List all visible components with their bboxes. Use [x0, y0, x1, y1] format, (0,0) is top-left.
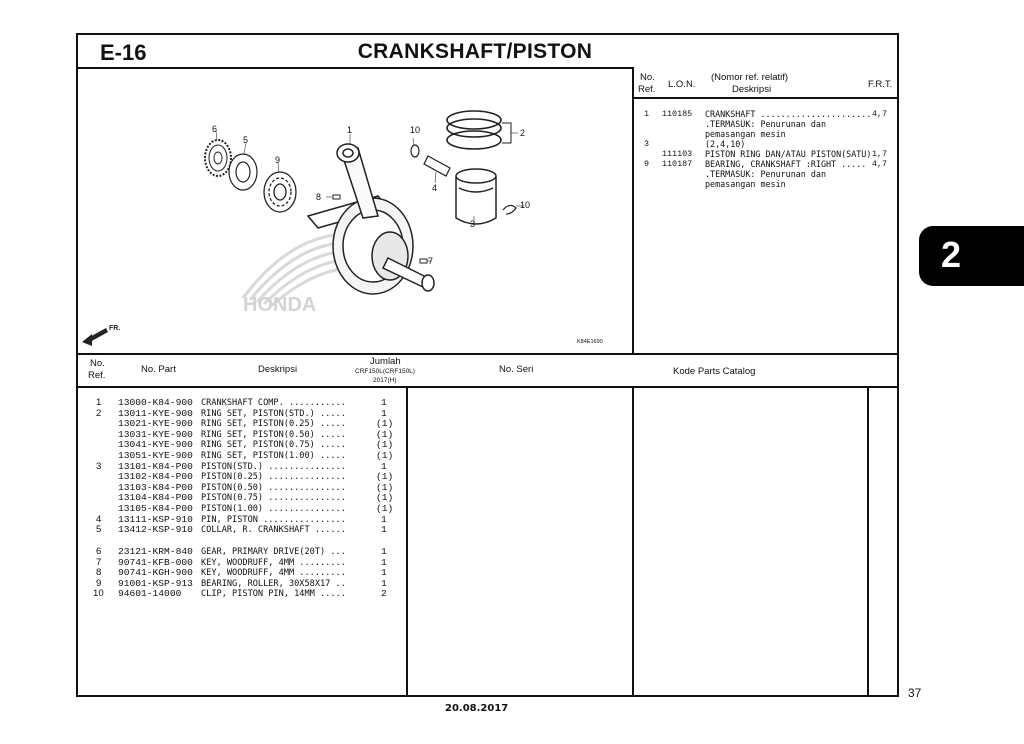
parts-row-part: 13031-KYE-900: [118, 428, 193, 440]
parts-row-part: 13021-KYE-900: [118, 418, 193, 430]
parts-row-qty: (1): [376, 418, 394, 430]
diagram-code: K84E1690: [577, 339, 603, 345]
parts-header-serial: No. Seri: [499, 364, 534, 375]
parts-row-desc: RING SET, PISTON(1.00) .....: [201, 451, 346, 461]
parts-row-desc: KEY, WOODRUFF, 4MM .........: [201, 568, 346, 579]
parts-row-desc: RING SET, PISTON(0.75) .....: [201, 440, 346, 451]
callout-10-upper: 10: [410, 125, 421, 135]
callout-2: 2: [520, 128, 526, 138]
lon-header-desc1: (Nomor ref. relatif): [711, 72, 789, 83]
lon-code-1: 110185: [662, 109, 693, 119]
parts-row-qty: 2: [381, 588, 387, 600]
parts-row-desc: KEY, WOODRUFF, 4MM .........: [201, 557, 346, 568]
parts-row-ref: 7: [96, 556, 102, 568]
front-label: FR.: [109, 325, 121, 332]
parts-row-desc: COLLAR, R. CRANKSHAFT ......: [201, 525, 346, 536]
collar-icon: [229, 154, 257, 190]
parts-row-part: 13051-KYE-900: [118, 450, 193, 461]
lon-desc-3: pemasangan mesin: [705, 129, 786, 139]
parts-row-ref: 2: [96, 407, 102, 419]
parts-row-part: 91001-KSP-913: [118, 577, 193, 589]
parts-row-part: 13101-K84-P00: [118, 460, 193, 472]
lon-frt-5: 1,7: [872, 149, 888, 159]
parts-row-desc: GEAR, PRIMARY DRIVE(20T) ...: [201, 547, 346, 557]
parts-table-top-line: [77, 353, 898, 355]
footer-date: 20.08.2017: [445, 703, 509, 714]
piston-ring-set-icon: [447, 111, 501, 149]
lon-desc-5: PISTON RING DAN/ATAU PISTON(SATU): [705, 149, 872, 159]
callout-7: 7: [428, 256, 434, 266]
parts-row-qty: 1: [381, 556, 387, 568]
lon-header-desc2: Deskripsi: [732, 84, 772, 95]
lon-header-line: [633, 97, 898, 99]
section-code: E-16: [100, 40, 147, 65]
lon-header-no: No.: [640, 72, 655, 83]
parts-row-ref: 3: [96, 460, 102, 472]
parts-row-part: 13104-K84-P00: [118, 492, 193, 504]
lon-desc-2: .TERMASUK: Penurunan dan: [705, 119, 827, 129]
callout-10-lower: 10: [520, 200, 531, 210]
parts-row-desc: RING SET, PISTON(0.25) .....: [201, 419, 346, 430]
parts-row-qty: (1): [376, 503, 394, 514]
parts-row-ref: 5: [96, 524, 102, 536]
parts-row-ref: 10: [93, 588, 104, 600]
parts-header-part: No. Part: [141, 364, 176, 375]
parts-row-part: 13000-K84-900: [118, 397, 193, 408]
callout-8: 8: [316, 192, 322, 202]
lon-frt-6: 4,7: [872, 159, 888, 169]
parts-row-part: 13111-KSP-910: [118, 513, 193, 525]
parts-divider-serial: [632, 386, 634, 696]
callout-5: 5: [243, 135, 249, 145]
parts-row-desc: PISTON(STD.) ...............: [201, 461, 346, 472]
lon-code-6: 110187: [662, 159, 693, 169]
piston-icon: [456, 169, 496, 224]
parts-row-desc: PISTON(0.25) ...............: [201, 472, 346, 483]
parts-row-desc: RING SET, PISTON(STD.) .....: [201, 408, 346, 419]
lon-divider: [632, 67, 634, 354]
chapter-number: 2: [941, 234, 962, 275]
parts-row-part: 23121-KRM-840: [118, 546, 193, 557]
parts-divider-catalog: [867, 386, 869, 696]
lon-ref-1: 1: [644, 109, 650, 119]
exploded-parts-diagram: [78, 68, 632, 353]
honda-watermark-text: HONDA: [243, 294, 317, 316]
parts-divider-qty: [406, 386, 408, 696]
parts-row-qty: 1: [381, 513, 387, 525]
parts-row-qty: 1: [381, 567, 387, 579]
callout-9: 9: [275, 155, 281, 165]
parts-table-header-line: [77, 386, 898, 388]
parts-header-no: No.: [90, 358, 105, 369]
parts-header-catalog: Kode Parts Catalog: [673, 366, 756, 377]
parts-row-ref: 4: [96, 513, 102, 525]
parts-row-qty: 1: [381, 460, 387, 472]
lon-ref-9: 9: [644, 159, 650, 169]
parts-row-part: 90741-KFB-000: [118, 556, 193, 568]
lon-frt-1: 4,7: [872, 109, 888, 119]
callout-4: 4: [432, 183, 438, 193]
parts-header-qty-model: CRF150L(CRF150L): [355, 368, 415, 375]
parts-row-part: 13103-K84-P00: [118, 481, 193, 493]
parts-row-qty: (1): [376, 471, 394, 483]
chapter-tab: [919, 226, 1024, 286]
parts-row-qty: (1): [376, 481, 394, 493]
parts-row-part: 13041-KYE-900: [118, 439, 193, 451]
parts-row-part: 13412-KSP-910: [118, 524, 193, 536]
parts-row-qty: (1): [376, 450, 394, 461]
parts-row-part: 13102-K84-P00: [118, 471, 193, 483]
parts-row-desc: PISTON(0.50) ...............: [201, 482, 346, 493]
parts-row-desc: CRANKSHAFT COMP. ...........: [201, 398, 346, 408]
parts-row-desc: RING SET, PISTON(0.50) .....: [201, 429, 346, 440]
lon-desc-1: CRANKSHAFT ......................: [705, 109, 872, 119]
parts-header-desc: Deskripsi: [258, 364, 298, 375]
lon-desc-8: pemasangan mesin: [705, 179, 786, 189]
lon-desc-4: (2,4,10): [705, 139, 746, 149]
parts-row-desc: PISTON(1.00) ...............: [201, 504, 346, 514]
parts-row-qty: 1: [381, 524, 387, 536]
lon-header-ref: Ref.: [638, 84, 656, 95]
parts-row-part: 94601-14000: [118, 588, 182, 600]
parts-row-qty: 1: [381, 577, 387, 589]
lon-code-5: 111103: [662, 149, 693, 159]
parts-row-part: 90741-KGH-900: [118, 567, 193, 579]
parts-row-desc: BEARING, ROLLER, 30X58X17 ..: [201, 578, 346, 589]
parts-header-ref: Ref.: [88, 370, 106, 381]
page-title: CRANKSHAFT/PISTON: [357, 40, 593, 63]
primary-drive-gear-icon: [205, 140, 231, 176]
lon-header-lon: L.O.N.: [668, 79, 696, 90]
parts-row-ref: 1: [96, 397, 102, 408]
parts-row-qty: 1: [381, 397, 387, 408]
parts-row-part: 13011-KYE-900: [118, 407, 193, 419]
parts-row-qty: 1: [381, 407, 387, 419]
callout-3: 3: [470, 219, 476, 229]
parts-row-desc: PISTON(0.75) ...............: [201, 493, 346, 504]
callout-6: 6: [212, 124, 218, 134]
parts-header-qty-year: 2017(H): [373, 377, 397, 384]
lon-desc-6: BEARING, CRANKSHAFT :RIGHT .....: [705, 159, 867, 169]
lon-header-frt: F.R.T.: [868, 79, 893, 90]
parts-row-ref: 9: [96, 577, 102, 589]
piston-pin-icon: [424, 156, 450, 176]
parts-row-desc: CLIP, PISTON PIN, 14MM .....: [201, 589, 346, 600]
parts-row-qty: (1): [376, 439, 394, 451]
roller-bearing-icon: [264, 172, 296, 212]
parts-row-qty: 1: [381, 546, 387, 557]
front-arrow-icon: [82, 328, 108, 346]
parts-row-ref: 8: [96, 567, 102, 579]
parts-row-ref: 6: [96, 546, 102, 557]
parts-row-qty: (1): [376, 492, 394, 504]
parts-row-qty: (1): [376, 428, 394, 440]
lon-desc-7: .TERMASUK: Penurunan dan: [705, 169, 827, 179]
parts-row-desc: PIN, PISTON ................: [201, 514, 346, 525]
parts-header-qty: Jumlah: [370, 356, 401, 367]
callout-1: 1: [347, 125, 353, 135]
page-number: 37: [908, 686, 922, 700]
lon-ref-3: 3: [644, 139, 650, 149]
parts-row-part: 13105-K84-P00: [118, 503, 193, 514]
